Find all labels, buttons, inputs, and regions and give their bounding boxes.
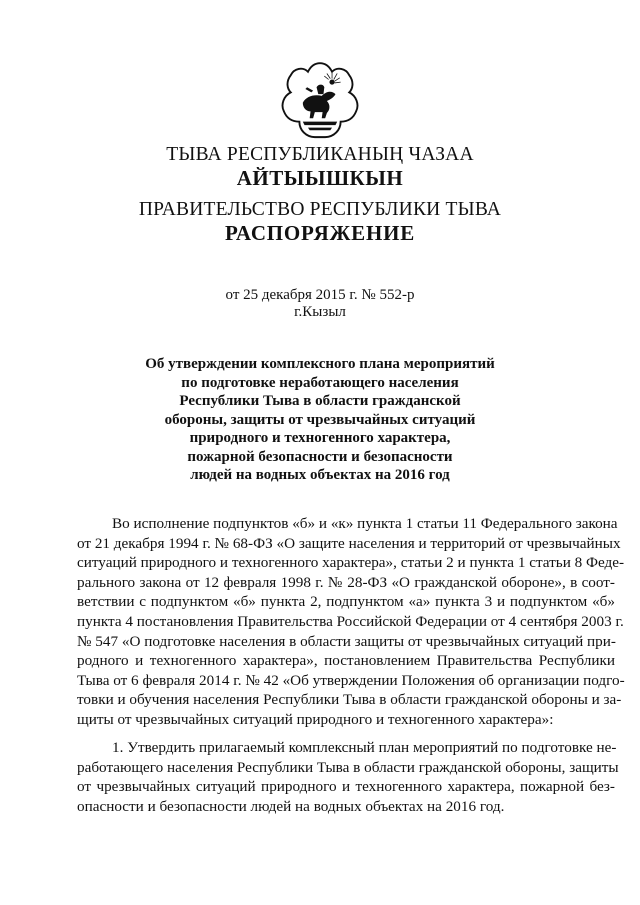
- coat-of-arms-emblem: [277, 58, 363, 144]
- title-line: обороны, защиты от чрезвычайных ситуаций: [164, 411, 476, 428]
- paragraph-line: щиты от чрезвычайных ситуаций природного и техногенного характера»:: [77, 710, 554, 728]
- title-line: Об утверждении комплексного плана мероприятий: [145, 356, 495, 372]
- paragraph-line: Тыва от 6 февраля 2014 г. № 42 «Об утверждении Положения об организации подго-: [77, 671, 625, 689]
- paragraph-line: № 547 «О подготовке населения в области защиты от чрезвычайных ситуаций при-: [77, 632, 616, 650]
- title-line: по подготовке неработающего населения: [181, 374, 459, 391]
- header-line-tuvan-government: ТЫВА РЕСПУБЛИКАНЫҢ ЧАЗАА: [166, 144, 474, 165]
- paragraph-line: от чрезвычайных ситуаций природного и техногенного характера, пожарной без-: [77, 778, 615, 796]
- title-line: людей на водных объектах на 2016 год: [190, 467, 450, 483]
- document-title: [0, 355, 640, 485]
- paragraph-line: ситуаций природного и техногенного характера», статьи 2 и пункта 1 статьи 8 Феде-: [77, 554, 625, 572]
- header-line-government: ПРАВИТЕЛЬСТВО РЕСПУБЛИКИ ТЫВА: [138, 199, 502, 220]
- paragraph-line: ветствии с подпунктом «б» пункта 2, подпунктом «а» пункта 3 и подпунктом «б»: [77, 593, 615, 611]
- paragraph-line: опасности и безопасности людей на водных объектах на 2016 год.: [77, 797, 505, 815]
- paragraph-line: рального закона от 12 февраля 1998 г. № 28-ФЗ «О гражданской обороне», в соот-: [77, 573, 615, 591]
- paragraph-line: товки и обучения населения Республики Тыва в области гражданской обороны и за-: [77, 691, 622, 709]
- header-line-order: РАСПОРЯЖЕНИЕ: [224, 221, 416, 245]
- title-line: пожарной безопасности и безопасности: [187, 448, 453, 465]
- paragraph-line: от 21 декабря 1994 г. № 68-ФЗ «О защите населения и территорий от чрезвычайных: [77, 534, 621, 552]
- paragraph-line: Во исполнение подпунктов «б» и «к» пункта 1 статьи 11 Федерального закона: [112, 515, 618, 532]
- clause-1-paragraph: [77, 738, 619, 816]
- paragraph-line: 1. Утвердить прилагаемый комплексный план мероприятий по подготовке не-: [112, 739, 617, 756]
- document-city: г.Кызыл: [294, 304, 346, 320]
- document-date-number: от 25 декабря 2015 г. № 552-р: [225, 287, 415, 303]
- title-line: Республики Тыва в области гражданской: [179, 393, 461, 409]
- header-line-tuvan-order: АЙТЫЫШКЫН: [236, 166, 404, 190]
- preamble-paragraph: [77, 514, 625, 730]
- paragraph-line: работающего населения Республики Тыва в области гражданской обороны, защиты: [77, 758, 619, 776]
- paragraph-line: пункта 4 постановления Правительства Российской Федерации от 4 сентября 2003 г.: [77, 612, 624, 630]
- title-line: природного и техногенного характера,: [189, 430, 451, 446]
- paragraph-line: родного и техногенного характера», постановлением Правительства Республики: [77, 652, 615, 670]
